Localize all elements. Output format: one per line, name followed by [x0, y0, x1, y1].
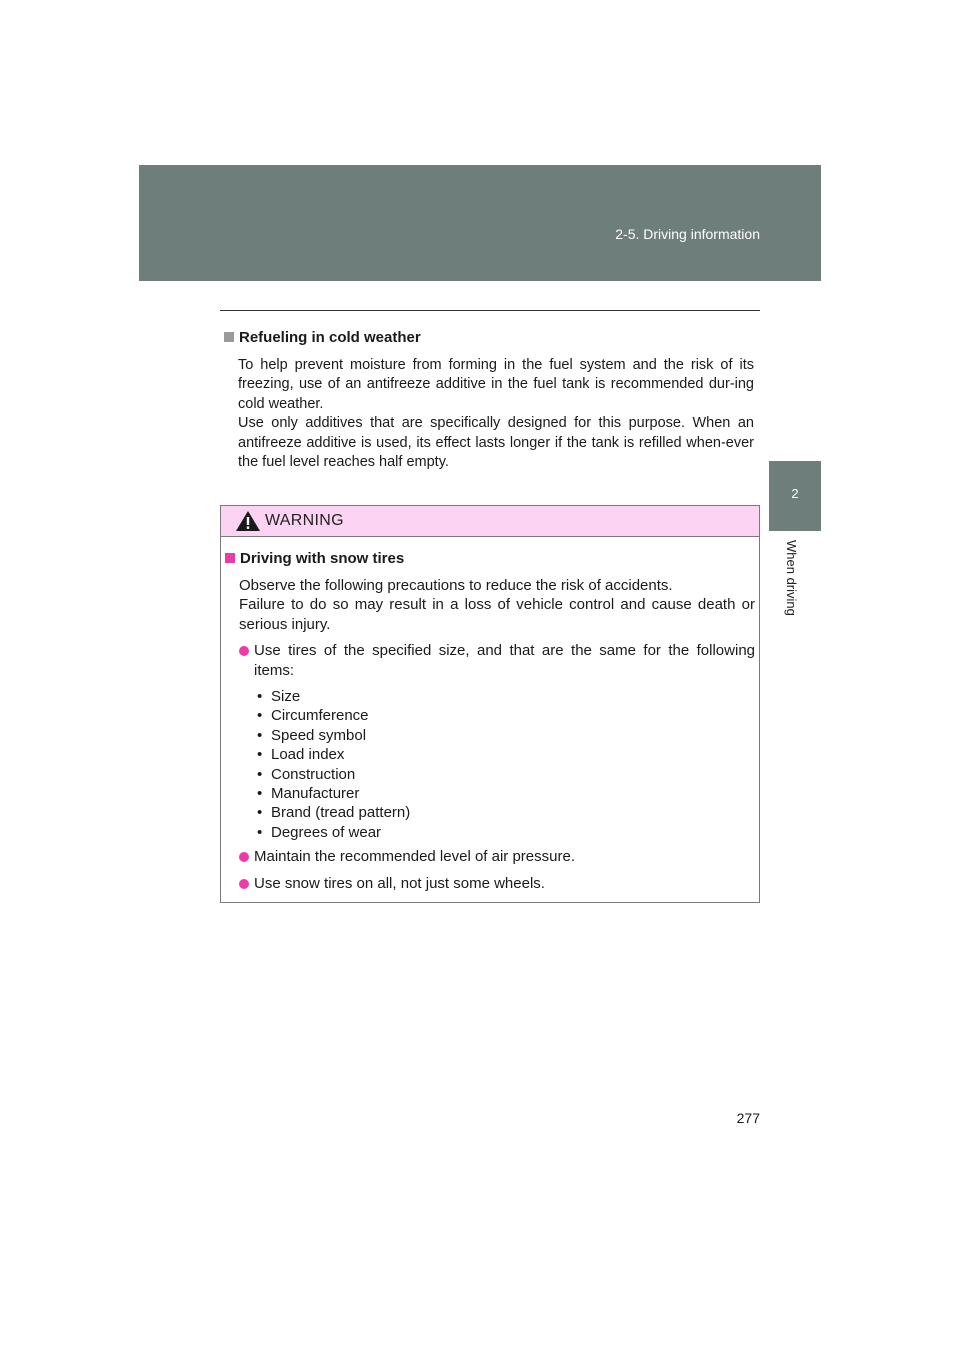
- chapter-number: 2: [791, 486, 799, 501]
- warning-label: WARNING: [265, 512, 344, 529]
- list-item: • Load index: [257, 745, 755, 764]
- section-heading-text: Refueling in cold weather: [239, 329, 421, 346]
- warning-bullet: [239, 847, 755, 866]
- list-item: • Circumference: [257, 706, 755, 725]
- chapter-tab: [769, 461, 821, 531]
- refueling-section: [224, 328, 754, 472]
- bullet-text: Maintain the recommended level of air pressure.: [254, 848, 575, 866]
- warning-heading: [225, 549, 755, 569]
- chapter-title: When driving: [784, 540, 799, 616]
- list-item: • Manufacturer: [257, 784, 755, 803]
- warning-heading-text: Driving with snow tires: [240, 550, 405, 567]
- warning-bullet: [239, 641, 755, 680]
- square-bullet-icon: [224, 332, 234, 342]
- warning-header: [221, 506, 759, 537]
- page-number: 277: [736, 1110, 760, 1126]
- tire-items-list: [257, 687, 755, 842]
- square-bullet-icon: [225, 553, 235, 563]
- list-item: • Size: [257, 687, 755, 706]
- circle-bullet-icon: [239, 646, 249, 656]
- header-band: [139, 165, 821, 281]
- list-item: • Construction: [257, 765, 755, 784]
- warning-box: [220, 505, 760, 903]
- warning-intro: Observe the following precautions to reduce the risk of accidents. Failure to do so may result in a loss of vehicle control and cause death or serious injury.: [239, 577, 755, 633]
- section-title: 2-5. Driving information: [615, 226, 760, 242]
- warning-bullet: [239, 874, 755, 893]
- warning-body: [221, 537, 759, 893]
- bullet-text: Use tires of the specified size, and that are the same for the following items:: [254, 642, 755, 679]
- warning-triangle-icon: [235, 510, 261, 532]
- list-item: • Degrees of wear: [257, 823, 755, 842]
- circle-bullet-icon: [239, 879, 249, 889]
- circle-bullet-icon: [239, 852, 249, 862]
- section-paragraph: To help prevent moisture from forming in the fuel system and the risk of its freezing, use of an antifreeze additive in the fuel tank is recommended dur-ing cold weather. Use only additives that are specifically designed for this purpose. When an antifreeze additive is used, its effect lasts longer if the tank is refilled when-ever the fuel level reaches half empty.: [238, 357, 754, 471]
- section-divider: [220, 310, 760, 311]
- section-heading: [224, 328, 754, 348]
- bullet-text: Use snow tires on all, not just some wheels.: [254, 874, 545, 892]
- list-item: • Brand (tread pattern): [257, 803, 755, 822]
- list-item: • Speed symbol: [257, 726, 755, 745]
